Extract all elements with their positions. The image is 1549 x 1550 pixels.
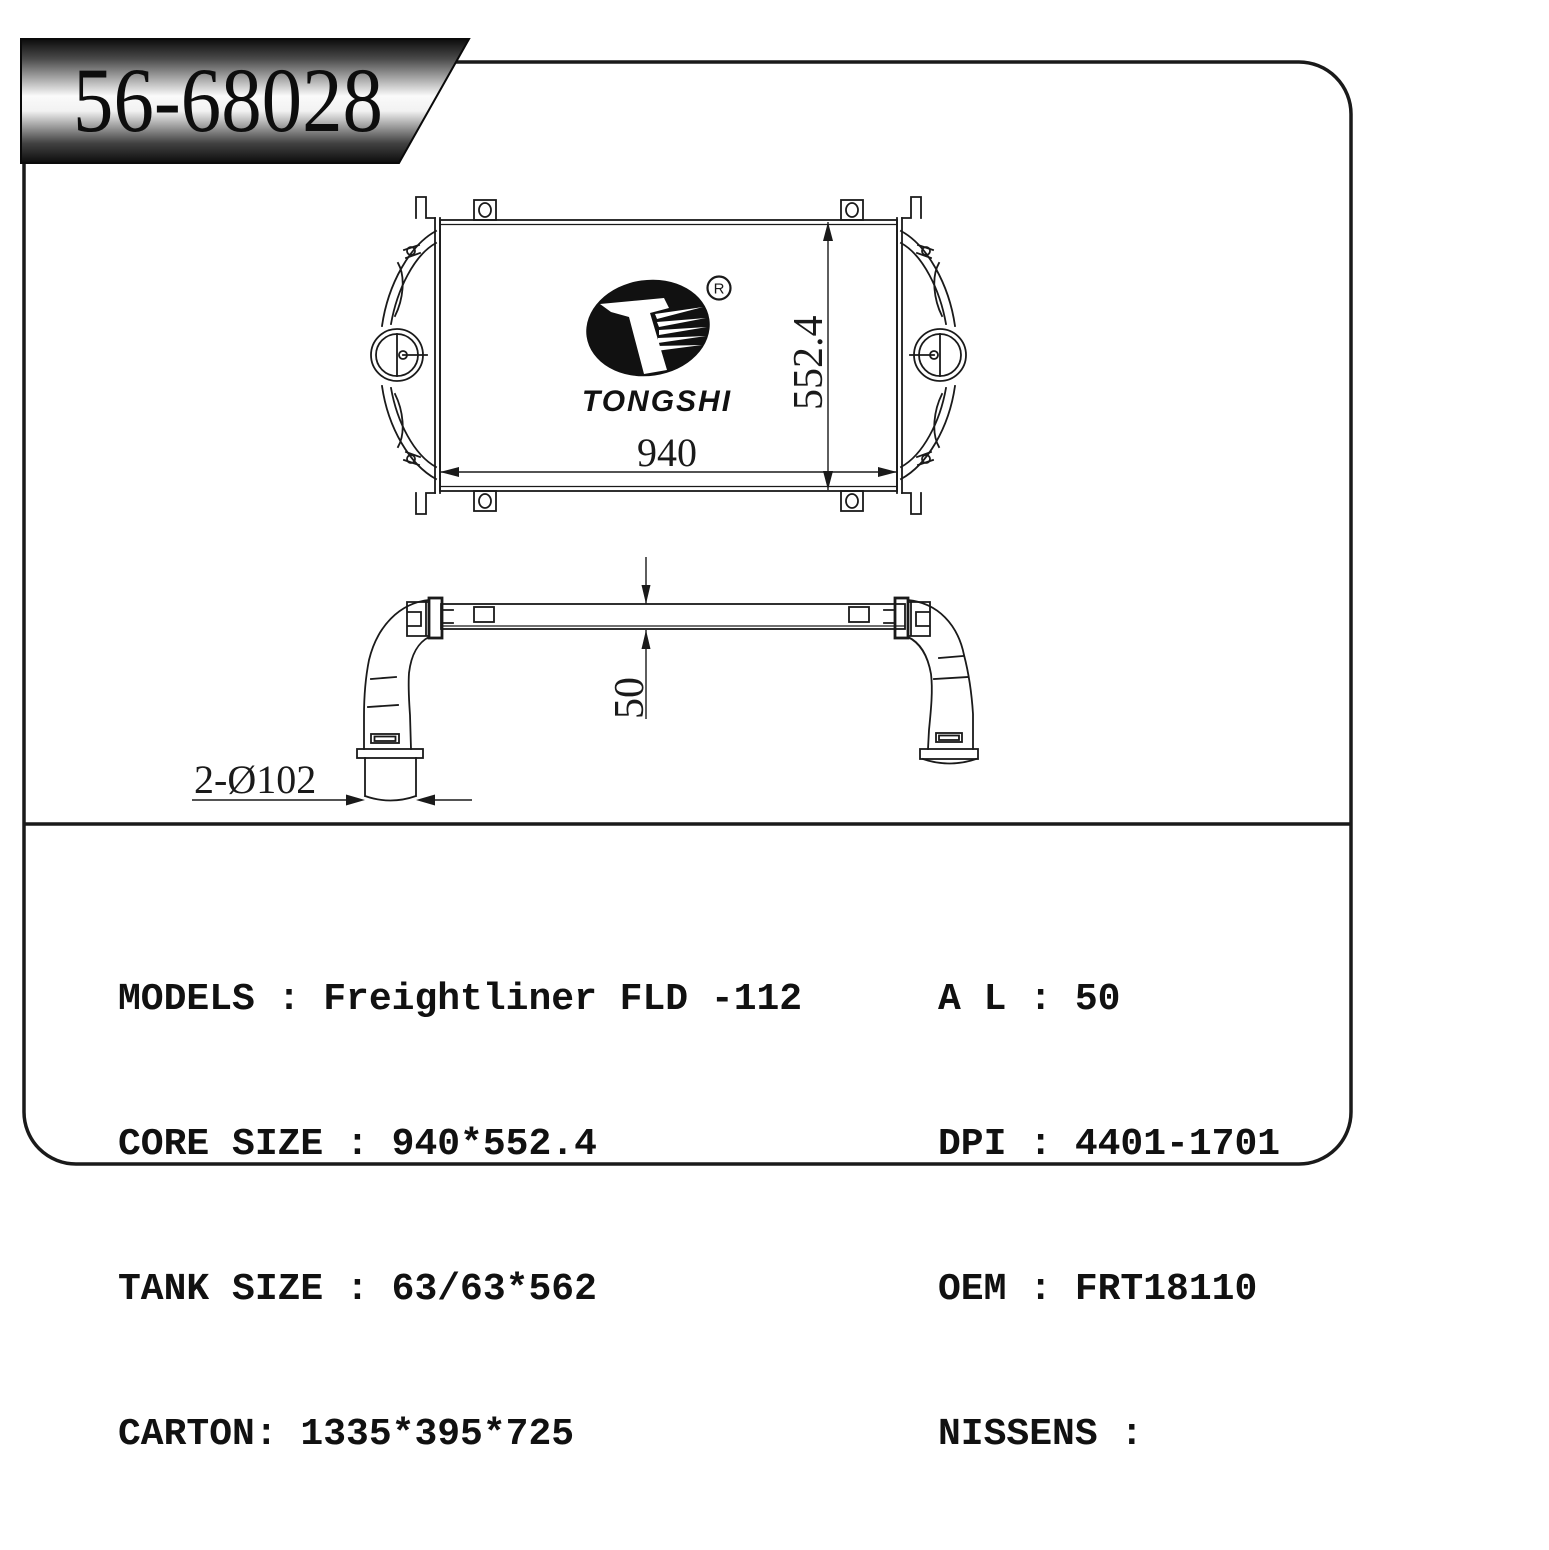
spec-tank-size: TANK SIZE : 63/63*562 bbox=[118, 1268, 597, 1311]
dim-core-height-label: 552.4 bbox=[786, 315, 832, 410]
brand-wordmark: TONGSHI bbox=[581, 385, 733, 418]
left-tank-assembly bbox=[371, 197, 496, 514]
front-view-drawing bbox=[371, 197, 966, 514]
spec-nissens: NISSENS : bbox=[938, 1413, 1144, 1456]
right-down-pipe bbox=[908, 600, 978, 764]
core-slab bbox=[441, 604, 905, 629]
slab-clip-left bbox=[474, 607, 494, 622]
part-number: 56-68028 bbox=[73, 49, 383, 151]
spec-oem: OEM : FRT18110 bbox=[938, 1268, 1258, 1311]
right-tank-assembly bbox=[841, 197, 966, 514]
slab-clip-right bbox=[849, 607, 869, 622]
top-view-drawing bbox=[192, 557, 978, 806]
dimension-port-diameter bbox=[192, 757, 472, 806]
left-down-pipe bbox=[357, 600, 429, 801]
dim-port-label: 2-Ø102 bbox=[194, 757, 317, 802]
registered-trademark-icon bbox=[708, 277, 731, 300]
spec-core-size: CORE SIZE : 940*552.4 bbox=[118, 1123, 597, 1166]
part-number-banner bbox=[21, 39, 469, 163]
registered-mark-letter: R bbox=[713, 280, 725, 298]
dim-core-width-label: 940 bbox=[637, 430, 697, 475]
spec-column-right bbox=[938, 884, 1280, 1550]
spec-al: A L : 50 bbox=[938, 978, 1121, 1021]
dim-core-thickness-label: 50 bbox=[607, 677, 653, 719]
spec-carton: CARTON: 1335*395*725 bbox=[118, 1413, 575, 1456]
spec-column-left bbox=[118, 884, 802, 1550]
dimension-core-height bbox=[786, 222, 833, 490]
dimension-core-thickness bbox=[607, 557, 653, 719]
spec-dpi: DPI : 4401-1701 bbox=[938, 1123, 1281, 1166]
tongshi-logo-icon bbox=[580, 272, 732, 418]
spec-models: MODELS : Freightliner FLD -112 bbox=[118, 978, 803, 1021]
